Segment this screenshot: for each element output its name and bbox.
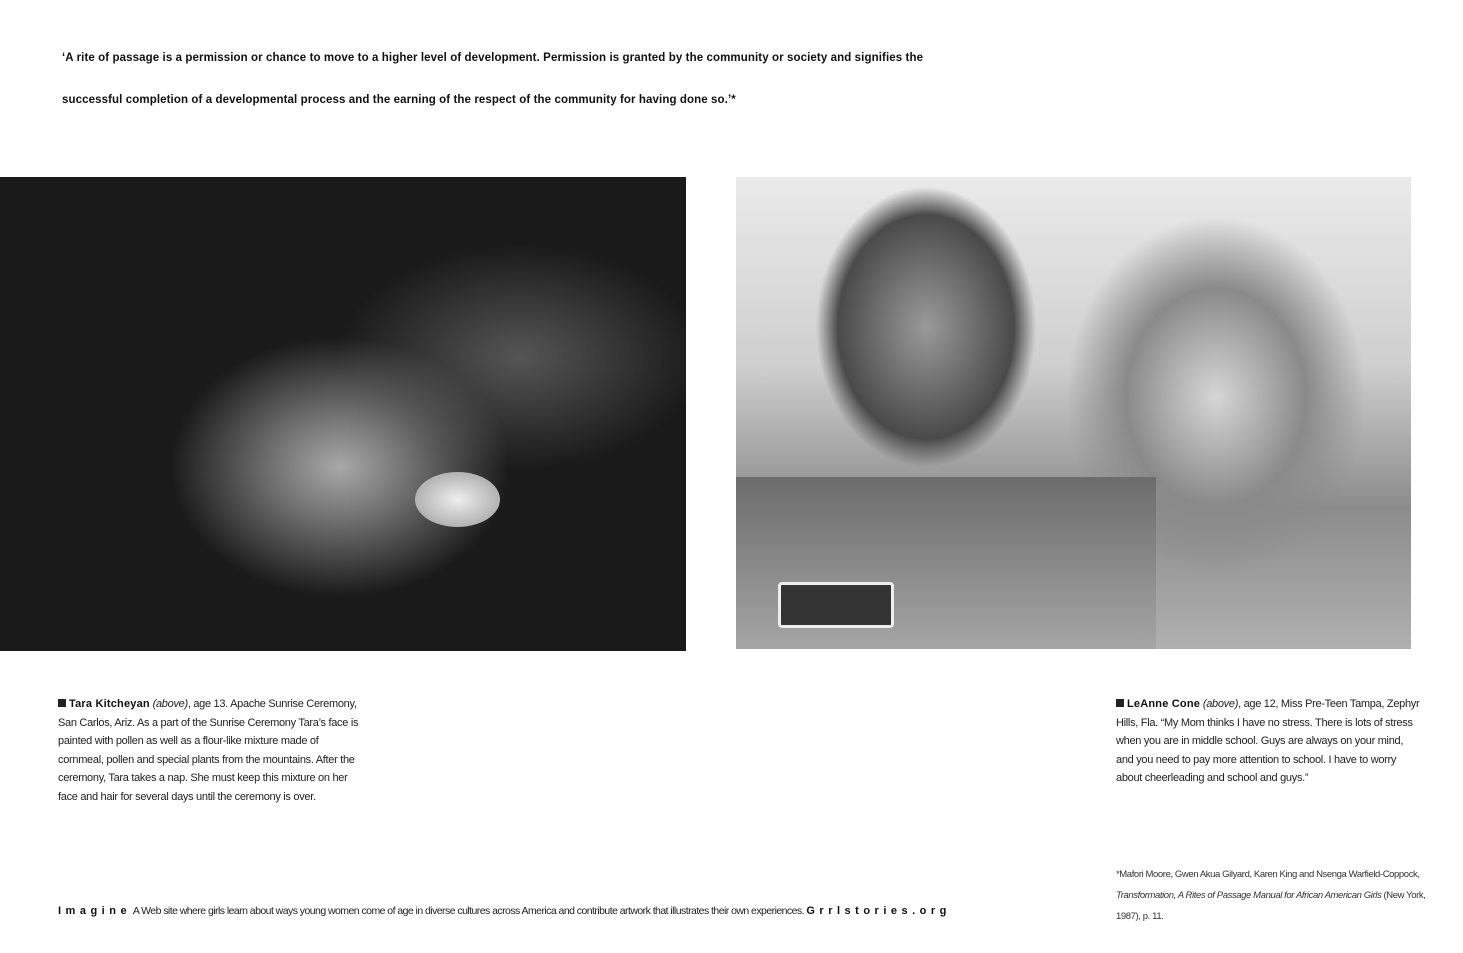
caption-text: , age 13. Apache Sunrise Ceremony, San Carlos, Ariz. As a part of the Sunrise Ceremony Tara’s face is painted with pollen as well as a flour-like mixture made of cornmeal, pollen and special plants from the mountains. After the ceremony, Tara takes a nap. She must keep this mixture on her face and hair for several days until the ceremony is over. — [58, 698, 359, 803]
imagine-banner — [58, 905, 951, 917]
caption-text: , age 12, Miss Pre-Teen Tampa, Zephyr Hills, Fla. “My Mom thinks I have no stress. There is lots of stress when you are in middle school. Guys are always on your mind, and you need to pay more attention to school. I have to worry about cheerleading and school and guys.” — [1116, 698, 1420, 784]
imagine-text: A Web site where girls learn about ways young women come of age in diverse cultures across America and contribute artwork that illustrates their own experiences. — [131, 905, 807, 917]
caption-above: (above) — [1202, 698, 1239, 710]
footnote-authors: *Mafori Moore, Gwen Akua Gilyard, Karen King and Nsenga Warfield-Coppock, — [1116, 869, 1420, 880]
photo-detail — [778, 582, 894, 628]
square-bullet-icon — [1116, 699, 1124, 707]
caption-above: (above) — [152, 698, 188, 710]
website-link[interactable]: Grrlstories.org — [806, 905, 951, 917]
epigraph-line-1: ‘A rite of passage is a permission or chance to move to a higher level of development. Permission is granted by the community or society and signifies the — [62, 52, 924, 64]
square-bullet-icon — [58, 699, 66, 707]
caption-name: Tara Kitcheyan — [69, 698, 150, 710]
caption-tara — [58, 695, 363, 806]
footnote-title: Transformation, A Rites of Passage Manual for African American Girls — [1116, 890, 1382, 901]
footnote — [1116, 864, 1426, 927]
caption-leanne — [1116, 695, 1421, 788]
photo-detail — [415, 472, 500, 527]
footnote-publication: (New York, 1987), p. 11. — [1116, 890, 1426, 922]
photo-tara-sunrise-ceremony — [0, 177, 686, 651]
epigraph-line-2: successful completion of a developmental process and the earning of the respect of the community for having done so.’* — [62, 94, 736, 106]
caption-name: LeAnne Cone — [1127, 698, 1201, 710]
photo-leanne-car-window — [736, 177, 1411, 649]
imagine-label: Imagine — [58, 905, 132, 917]
